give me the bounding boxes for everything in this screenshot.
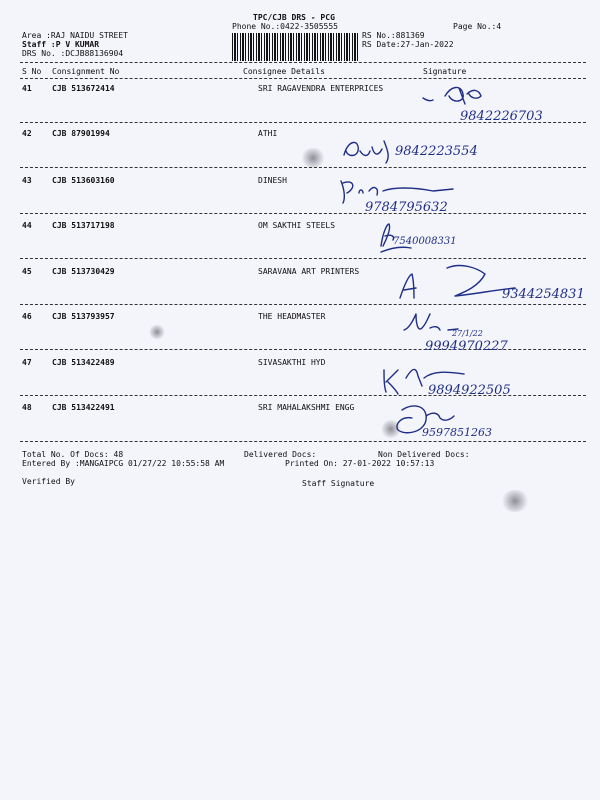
entered-by: Entered By :MANGAIPCG 01/27/22 10:55:58 AM — [22, 459, 225, 468]
signature-43 — [335, 175, 535, 215]
row-sno: 41 — [22, 84, 32, 93]
row-divider — [20, 258, 586, 259]
phone-number: Phone No.:0422-3505555 — [232, 22, 338, 31]
row-consignee: SARAVANA ART PRINTERS — [258, 267, 360, 276]
signature-phone: 9894922505 — [428, 383, 511, 398]
row-sno: 46 — [22, 312, 32, 321]
signature-phone: 9597851263 — [422, 426, 492, 439]
ink-smudge — [148, 325, 166, 339]
signature-phone: 9994970227 — [425, 339, 508, 354]
signature-41 — [415, 80, 565, 124]
rs-number: RS No.:881369 — [362, 31, 425, 40]
divider — [20, 62, 586, 63]
signature-phone: 9344254831 — [502, 287, 585, 302]
row-consignment: CJB 513717198 — [52, 221, 115, 230]
col-header-consignment: Consignment No — [52, 67, 120, 76]
row-sno: 47 — [22, 358, 32, 367]
ink-smudge — [500, 490, 530, 512]
row-sno: 44 — [22, 221, 32, 230]
ink-smudge — [380, 420, 402, 438]
ink-smudge — [300, 148, 326, 168]
signature-45 — [392, 262, 592, 312]
signature-46 — [400, 308, 560, 354]
delivery-date: 27/1/22 — [452, 329, 483, 338]
row-sno: 48 — [22, 403, 32, 412]
signature-42 — [340, 133, 520, 173]
row-sno: 45 — [22, 267, 32, 276]
barcode-image — [232, 33, 358, 61]
page-number: Page No.:4 — [453, 22, 502, 31]
printed-on: Printed On: 27-01-2022 10:57:13 — [285, 459, 435, 468]
signature-phone: 9784795632 — [365, 200, 448, 215]
row-consignee: ATHI — [258, 129, 278, 138]
row-consignment: CJB 87901994 — [52, 129, 110, 138]
row-consignee: SRI MAHALAKSHMI ENGG — [258, 403, 355, 412]
signature-phone: 7540008331 — [393, 236, 457, 247]
signature-44 — [375, 218, 495, 258]
row-sno: 42 — [22, 129, 32, 138]
signature-phone: 9842223554 — [395, 144, 478, 159]
col-header-consignee: Consignee Details — [243, 67, 325, 76]
row-consignment: CJB 513672414 — [52, 84, 115, 93]
row-consignment: CJB 513730429 — [52, 267, 115, 276]
signature-47 — [380, 360, 580, 400]
delivered-docs: Delivered Docs: — [244, 450, 317, 459]
document-title: TPC/CJB DRS - PCG — [253, 13, 335, 22]
row-consignee: THE HEADMASTER — [258, 312, 326, 321]
col-header-sno: S No — [22, 67, 42, 76]
staff-label: Staff :P V KUMAR — [22, 40, 100, 49]
row-consignee: SIVASAKTHI HYD — [258, 358, 326, 367]
row-sno: 43 — [22, 176, 32, 185]
row-consignee: DINESH — [258, 176, 287, 185]
signature-48 — [392, 398, 542, 448]
total-docs: Total No. Of Docs: 48 — [22, 450, 124, 459]
row-consignee: SRI RAGAVENDRA ENTERPRICES — [258, 84, 384, 93]
verified-by-label: Verified By — [22, 477, 75, 486]
row-consignee: OM SAKTHI STEELS — [258, 221, 336, 230]
non-delivered-docs: Non Delivered Docs: — [378, 450, 470, 459]
row-consignment: CJB 513422489 — [52, 358, 115, 367]
col-header-signature: Signature — [423, 67, 467, 76]
signature-phone: 9842226703 — [460, 109, 543, 124]
divider — [20, 78, 586, 79]
row-consignment: CJB 513422491 — [52, 403, 115, 412]
area-label: Area :RAJ NAIDU STREET — [22, 31, 128, 40]
rs-date: RS Date:27-Jan-2022 — [362, 40, 454, 49]
drs-number: DRS No. :DCJB88136904 — [22, 49, 124, 58]
staff-signature-label: Staff Signature — [302, 479, 375, 488]
row-consignment: CJB 513603160 — [52, 176, 115, 185]
row-consignment: CJB 513793957 — [52, 312, 115, 321]
